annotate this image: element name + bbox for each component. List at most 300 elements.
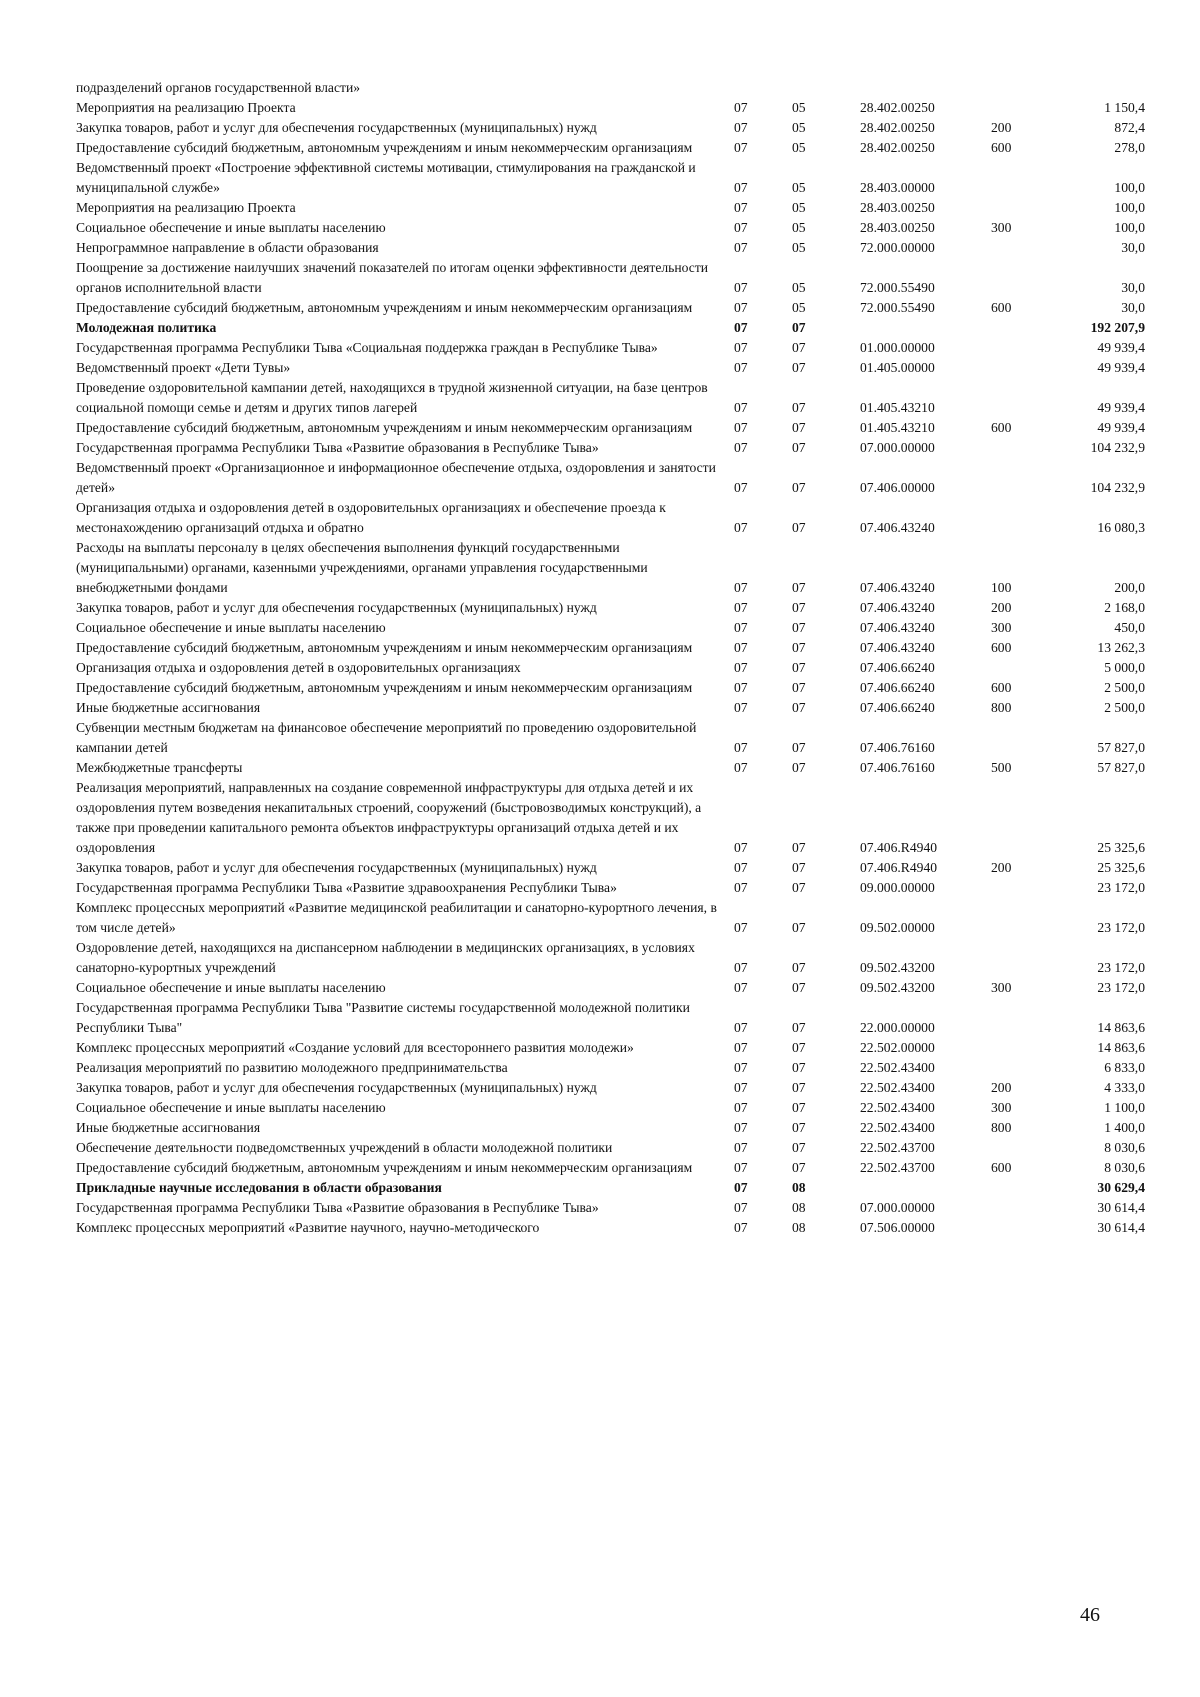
row-name: Социальное обеспечение и иные выплаты населению [76, 620, 386, 635]
subsection-code: 07 [792, 480, 806, 495]
amount: 8 030,6 [1104, 1140, 1145, 1155]
table-row [76, 358, 1149, 378]
section-code: 07 [734, 880, 748, 895]
subsection-code: 07 [792, 960, 806, 975]
amount: 450,0 [1114, 620, 1145, 635]
table-row [76, 378, 1149, 418]
subsection-code: 05 [792, 140, 806, 155]
target-article-code: 07.000.00000 [860, 1200, 935, 1215]
amount: 30,0 [1121, 280, 1145, 295]
expense-type-code: 300 [991, 1100, 1012, 1115]
target-article-code: 07.406.43240 [860, 580, 935, 595]
target-article-code: 22.502.43400 [860, 1080, 935, 1095]
target-article-code: 07.406.76160 [860, 740, 935, 755]
section-code: 07 [734, 100, 748, 115]
section-code: 07 [734, 120, 748, 135]
section-code: 07 [734, 580, 748, 595]
row-name: Оздоровление детей, находящихся на диспансерном наблюдении в медицинских организациях, в условиях санаторно-курортных учреждений [76, 940, 695, 975]
expense-type-code: 600 [991, 1160, 1012, 1175]
expense-type-code [985, 898, 1051, 938]
subsection-code: 07 [792, 1060, 806, 1075]
expense-type-code [985, 938, 1051, 978]
amount: 49 939,4 [1097, 400, 1145, 415]
subsection-code: 07 [792, 1020, 806, 1035]
target-article-code: 09.502.43200 [860, 980, 935, 995]
row-name: Предоставление субсидий бюджетным, автономным учреждениям и иным некоммерческим организациям [76, 1160, 693, 1175]
table-row [76, 1198, 1149, 1218]
section-code: 07 [734, 440, 748, 455]
subsection-code: 07 [792, 760, 806, 775]
section-code: 07 [734, 200, 748, 215]
section-code: 07 [734, 280, 748, 295]
section-code: 07 [734, 140, 748, 155]
expense-type-code [985, 1058, 1051, 1078]
section-code: 07 [734, 180, 748, 195]
subsection-code: 05 [792, 200, 806, 215]
amount: 14 863,6 [1097, 1040, 1145, 1055]
table-row [76, 698, 1149, 718]
expense-type-code [985, 458, 1051, 498]
amount: 192 207,9 [1090, 320, 1145, 335]
section-code: 07 [734, 640, 748, 655]
section-code: 07 [734, 960, 748, 975]
subsection-code: 05 [792, 100, 806, 115]
target-article-code: 07.406.76160 [860, 760, 935, 775]
row-name: Расходы на выплаты персоналу в целях обеспечения выполнения функций государственными (муниципальными) органами, казенными учреждениями, органами управления государственными внебюджетными фондами [76, 540, 648, 595]
expense-type-code [985, 1178, 1051, 1198]
target-article-code [852, 318, 985, 338]
subsection-code: 08 [792, 1200, 806, 1215]
section-code: 07 [734, 220, 748, 235]
row-name: Реализация мероприятий, направленных на создание современной инфраструктуры для отдыха детей и их оздоровления путем возведения некапитальных строений, сооружений (быстровозводимых конструкций), а также при проведении капитального ремонта объектов инфраструктуры организаций отдыха детей и их оздоровления [76, 780, 702, 855]
section-code: 07 [734, 1100, 748, 1115]
section-code [734, 78, 784, 98]
amount: 5 000,0 [1104, 660, 1145, 675]
amount: 1 150,4 [1104, 100, 1145, 115]
expense-type-code: 200 [991, 1080, 1012, 1095]
target-article-code: 22.502.43700 [860, 1160, 935, 1175]
subsection-code: 07 [792, 580, 806, 595]
expense-type-code [985, 1138, 1051, 1158]
amount: 23 172,0 [1097, 880, 1145, 895]
table-row [76, 998, 1149, 1038]
subsection-code: 07 [792, 620, 806, 635]
expense-type-code: 500 [991, 760, 1012, 775]
section-code: 07 [734, 980, 748, 995]
expense-type-code [985, 498, 1051, 538]
row-name: Социальное обеспечение и иные выплаты населению [76, 220, 386, 235]
section-code: 07 [734, 700, 748, 715]
table-row [76, 598, 1149, 618]
target-article-code: 07.406.43240 [860, 520, 935, 535]
subsection-code: 07 [792, 920, 806, 935]
subsection-code: 07 [792, 700, 806, 715]
amount: 16 080,3 [1097, 520, 1145, 535]
target-article-code: 28.403.00000 [860, 180, 935, 195]
subsection-code: 07 [792, 640, 806, 655]
target-article-code: 28.402.00250 [860, 140, 935, 155]
row-name: Предоставление субсидий бюджетным, автономным учреждениям и иным некоммерческим организациям [76, 420, 693, 435]
row-name: Социальное обеспечение и иные выплаты населению [76, 1100, 386, 1115]
section-code: 07 [734, 1020, 748, 1035]
expense-type-code [985, 658, 1051, 678]
expense-type-code: 600 [991, 640, 1012, 655]
row-name: Комплекс процессных мероприятий «Создание условий для всестороннего развития молодежи» [76, 1040, 634, 1055]
expense-type-code [985, 1198, 1051, 1218]
section-code: 07 [734, 1060, 748, 1075]
table-row [76, 1058, 1149, 1078]
section-code: 07 [734, 620, 748, 635]
amount: 23 172,0 [1097, 980, 1145, 995]
expense-type-code: 300 [991, 220, 1012, 235]
target-article-code: 07.406.66240 [860, 700, 935, 715]
target-article-code: 01.405.00000 [860, 360, 935, 375]
amount: 6 833,0 [1104, 1060, 1145, 1075]
table-row [76, 758, 1149, 778]
row-name: Мероприятия на реализацию Проекта [76, 100, 296, 115]
expense-type-code [985, 878, 1051, 898]
row-name: Государственная программа Республики Тыва «Развитие образования в Республике Тыва» [76, 1200, 599, 1215]
row-name: Закупка товаров, работ и услуг для обеспечения государственных (муниципальных) нужд [76, 860, 597, 875]
table-row [76, 1098, 1149, 1118]
row-name: Государственная программа Республики Тыва «Социальная поддержка граждан в Республике Тыва» [76, 340, 658, 355]
subsection-code: 05 [792, 180, 806, 195]
expense-type-code [985, 158, 1051, 198]
target-article-code: 09.502.00000 [860, 920, 935, 935]
table-row [76, 1218, 1149, 1238]
subsection-code: 07 [792, 520, 806, 535]
target-article-code [852, 78, 985, 98]
table-row [76, 978, 1149, 998]
target-article-code: 28.403.00250 [860, 200, 935, 215]
section-code: 07 [734, 520, 748, 535]
row-name: Поощрение за достижение наилучших значений показателей по итогам оценки эффективности деятельности органов исполнительной власти [76, 260, 709, 295]
target-article-code: 07.406.66240 [860, 660, 935, 675]
amount: 2 168,0 [1104, 600, 1145, 615]
table-row [76, 1158, 1149, 1178]
table-row [76, 718, 1149, 758]
row-name: Закупка товаров, работ и услуг для обеспечения государственных (муниципальных) нужд [76, 600, 597, 615]
row-name: Государственная программа Республики Тыва «Развитие образования в Республике Тыва» [76, 440, 599, 455]
expense-type-code [985, 778, 1051, 858]
section-code: 07 [734, 360, 748, 375]
table-row [76, 78, 1149, 98]
expense-type-code: 200 [991, 860, 1012, 875]
expense-type-code: 100 [991, 580, 1012, 595]
amount: 2 500,0 [1104, 680, 1145, 695]
row-name: Обеспечение деятельности подведомственных учреждений в области молодежной политики [76, 1140, 613, 1155]
section-code: 07 [734, 920, 748, 935]
expense-type-code: 200 [991, 600, 1012, 615]
table-row [76, 198, 1149, 218]
target-article-code: 07.406.43240 [860, 640, 935, 655]
table-row [76, 678, 1149, 698]
table-row [76, 238, 1149, 258]
target-article-code [852, 1178, 985, 1198]
table-body [76, 78, 1149, 1238]
subsection-code: 07 [792, 420, 806, 435]
amount: 23 172,0 [1097, 960, 1145, 975]
expense-type-code: 600 [991, 680, 1012, 695]
amount: 100,0 [1114, 220, 1145, 235]
amount: 25 325,6 [1097, 860, 1145, 875]
subsection-code: 07 [792, 880, 806, 895]
table-row [76, 418, 1149, 438]
amount: 104 232,9 [1090, 480, 1145, 495]
subsection-code: 05 [792, 240, 806, 255]
row-name: Социальное обеспечение и иные выплаты населению [76, 980, 386, 995]
amount [1051, 78, 1149, 98]
target-article-code: 07.406.00000 [860, 480, 935, 495]
section-code: 07 [734, 680, 748, 695]
row-name: Государственная программа Республики Тыва "Развитие системы государственной молодежной политики Республики Тыва" [76, 1000, 690, 1035]
row-name: Проведение оздоровительной кампании детей, находящихся в трудной жизненной ситуации, на базе центров социальной помощи семье и детям и других типов лагерей [76, 380, 708, 415]
row-name: Организация отдыха и оздоровления детей в оздоровительных организациях [76, 660, 521, 675]
table-row [76, 298, 1149, 318]
amount: 1 400,0 [1104, 1120, 1145, 1135]
section-code: 07 [734, 1080, 748, 1095]
subsection-code: 07 [792, 1040, 806, 1055]
subsection-code: 08 [792, 1180, 806, 1195]
section-code: 07 [734, 240, 748, 255]
amount: 104 232,9 [1090, 440, 1145, 455]
budget-table [76, 78, 1149, 1238]
table-row [76, 1038, 1149, 1058]
subsection-code: 07 [792, 1140, 806, 1155]
amount: 57 827,0 [1097, 760, 1145, 775]
table-row [76, 258, 1149, 298]
section-code: 07 [734, 1200, 748, 1215]
amount: 49 939,4 [1097, 360, 1145, 375]
row-name: Молодежная политика [76, 320, 217, 335]
target-article-code: 22.502.00000 [860, 1040, 935, 1055]
row-name: Мероприятия на реализацию Проекта [76, 200, 296, 215]
section-code: 07 [734, 660, 748, 675]
table-row [76, 338, 1149, 358]
target-article-code: 09.502.43200 [860, 960, 935, 975]
section-code: 07 [734, 600, 748, 615]
section-code: 07 [734, 1120, 748, 1135]
target-article-code: 22.502.43400 [860, 1060, 935, 1075]
target-article-code: 22.000.00000 [860, 1020, 935, 1035]
table-row [76, 858, 1149, 878]
table-row [76, 1078, 1149, 1098]
target-article-code: 01.000.00000 [860, 340, 935, 355]
target-article-code: 07.406.43240 [860, 620, 935, 635]
table-row [76, 938, 1149, 978]
table-row [76, 878, 1149, 898]
amount: 13 262,3 [1097, 640, 1145, 655]
target-article-code: 28.402.00250 [860, 100, 935, 115]
amount: 100,0 [1114, 200, 1145, 215]
expense-type-code [985, 318, 1051, 338]
subsection-code: 07 [792, 860, 806, 875]
row-name: Ведомственный проект «Дети Тувы» [76, 360, 291, 375]
section-code: 07 [734, 420, 748, 435]
amount: 8 030,6 [1104, 1160, 1145, 1175]
expense-type-code [985, 358, 1051, 378]
section-code: 07 [734, 860, 748, 875]
expense-type-code [985, 78, 1051, 98]
target-article-code: 07.406.66240 [860, 680, 935, 695]
target-article-code: 22.502.43400 [860, 1100, 935, 1115]
subsection-code: 05 [792, 120, 806, 135]
expense-type-code: 600 [991, 140, 1012, 155]
amount: 49 939,4 [1097, 340, 1145, 355]
subsection-code: 07 [792, 1120, 806, 1135]
amount: 278,0 [1114, 140, 1145, 155]
subsection-code: 05 [792, 300, 806, 315]
subsection-code: 08 [792, 1220, 806, 1235]
row-name: Организация отдыха и оздоровления детей в оздоровительных организациях и обеспечение проезда к местонахождению организаций отдыха и обратно [76, 500, 666, 535]
table-row [76, 498, 1149, 538]
target-article-code: 72.000.55490 [860, 280, 935, 295]
table-row [76, 538, 1149, 598]
subsection-code: 07 [792, 600, 806, 615]
subsection-code: 07 [792, 400, 806, 415]
amount: 872,4 [1114, 120, 1145, 135]
expense-type-code: 200 [991, 120, 1012, 135]
section-code: 07 [734, 760, 748, 775]
section-code: 07 [734, 1040, 748, 1055]
target-article-code: 09.000.00000 [860, 880, 935, 895]
target-article-code: 01.405.43210 [860, 420, 935, 435]
table-row [76, 218, 1149, 238]
table-row [76, 138, 1149, 158]
table-row [76, 778, 1149, 858]
table-row [76, 658, 1149, 678]
amount: 4 333,0 [1104, 1080, 1145, 1095]
table-row [76, 158, 1149, 198]
section-code: 07 [734, 480, 748, 495]
expense-type-code [985, 718, 1051, 758]
section-header-row [76, 1178, 1149, 1198]
table-row [76, 638, 1149, 658]
subsection-code: 07 [792, 320, 806, 335]
section-code: 07 [734, 300, 748, 315]
expense-type-code: 600 [991, 420, 1012, 435]
subsection-code: 07 [792, 1080, 806, 1095]
subsection-code: 07 [792, 840, 806, 855]
section-code: 07 [734, 840, 748, 855]
expense-type-code [985, 238, 1051, 258]
section-code: 07 [734, 320, 748, 335]
expense-type-code [985, 258, 1051, 298]
target-article-code: 22.502.43400 [860, 1120, 935, 1135]
row-name: Закупка товаров, работ и услуг для обеспечения государственных (муниципальных) нужд [76, 1080, 597, 1095]
table-row [76, 898, 1149, 938]
expense-type-code: 800 [991, 1120, 1012, 1135]
amount: 25 325,6 [1097, 840, 1145, 855]
section-code: 07 [734, 1180, 748, 1195]
target-article-code: 72.000.55490 [860, 300, 935, 315]
table-row [76, 98, 1149, 118]
amount: 30 629,4 [1097, 1180, 1145, 1195]
subsection-code: 05 [792, 280, 806, 295]
amount: 30,0 [1121, 300, 1145, 315]
amount: 49 939,4 [1097, 420, 1145, 435]
subsection-code: 07 [792, 740, 806, 755]
expense-type-code: 800 [991, 700, 1012, 715]
subsection-code [784, 78, 852, 98]
target-article-code: 07.506.00000 [860, 1220, 935, 1235]
expense-type-code [985, 438, 1051, 458]
amount: 14 863,6 [1097, 1020, 1145, 1035]
target-article-code: 72.000.00000 [860, 240, 935, 255]
subsection-code: 07 [792, 440, 806, 455]
amount: 23 172,0 [1097, 920, 1145, 935]
row-name: Закупка товаров, работ и услуг для обеспечения государственных (муниципальных) нужд [76, 120, 597, 135]
subsection-code: 07 [792, 680, 806, 695]
row-name: Межбюджетные трансферты [76, 760, 243, 775]
section-code: 07 [734, 340, 748, 355]
amount: 1 100,0 [1104, 1100, 1145, 1115]
target-article-code: 07.406.43240 [860, 600, 935, 615]
section-code: 07 [734, 740, 748, 755]
target-article-code: 22.502.43700 [860, 1140, 935, 1155]
amount: 2 500,0 [1104, 700, 1145, 715]
amount: 30 614,4 [1097, 1220, 1145, 1235]
subsection-code: 07 [792, 360, 806, 375]
row-name: Предоставление субсидий бюджетным, автономным учреждениям и иным некоммерческим организациям [76, 300, 693, 315]
target-article-code: 07.406.R4940 [860, 840, 938, 855]
subsection-code: 07 [792, 1160, 806, 1175]
amount: 57 827,0 [1097, 740, 1145, 755]
table-row [76, 1118, 1149, 1138]
row-name: Прикладные научные исследования в области образования [76, 1180, 442, 1195]
section-code: 07 [734, 1160, 748, 1175]
row-name: Комплекс процессных мероприятий «Развитие медицинской реабилитации и санаторно-курортного лечения, в том числе детей» [76, 900, 717, 935]
amount: 100,0 [1114, 180, 1145, 195]
table-row [76, 618, 1149, 638]
table-row [76, 458, 1149, 498]
subsection-code: 07 [792, 1100, 806, 1115]
row-name: подразделений органов государственной власти» [76, 80, 361, 95]
section-code: 07 [734, 1220, 748, 1235]
row-name: Субвенции местным бюджетам на финансовое обеспечение мероприятий по проведению оздоровительной кампании детей [76, 720, 697, 755]
subsection-code: 07 [792, 660, 806, 675]
section-header-row [76, 318, 1149, 338]
amount: 30 614,4 [1097, 1200, 1145, 1215]
row-name: Непрограммное направление в области образования [76, 240, 379, 255]
subsection-code: 07 [792, 340, 806, 355]
expense-type-code [985, 338, 1051, 358]
row-name: Предоставление субсидий бюджетным, автономным учреждениям и иным некоммерческим организациям [76, 680, 693, 695]
target-article-code: 01.405.43210 [860, 400, 935, 415]
expense-type-code [985, 198, 1051, 218]
expense-type-code [985, 378, 1051, 418]
target-article-code: 28.402.00250 [860, 120, 935, 135]
page-number: 46 [1080, 1604, 1100, 1626]
section-code: 07 [734, 1140, 748, 1155]
row-name: Предоставление субсидий бюджетным, автономным учреждениям и иным некоммерческим организациям [76, 640, 693, 655]
expense-type-code: 300 [991, 620, 1012, 635]
row-name: Ведомственный проект «Организационное и информационное обеспечение отдыха, оздоровления и занятости детей» [76, 460, 716, 495]
expense-type-code [985, 98, 1051, 118]
target-article-code: 07.406.R4940 [860, 860, 938, 875]
row-name: Комплекс процессных мероприятий «Развитие научного, научно-методического [76, 1220, 540, 1235]
expense-type-code [985, 1218, 1051, 1238]
amount: 30,0 [1121, 240, 1145, 255]
row-name: Предоставление субсидий бюджетным, автономным учреждениям и иным некоммерческим организациям [76, 140, 693, 155]
subsection-code: 05 [792, 220, 806, 235]
row-name: Государственная программа Республики Тыва «Развитие здравоохранения Республики Тыва» [76, 880, 617, 895]
expense-type-code: 600 [991, 300, 1012, 315]
expense-type-code: 300 [991, 980, 1012, 995]
row-name: Иные бюджетные ассигнования [76, 700, 261, 715]
table-row [76, 1138, 1149, 1158]
row-name: Ведомственный проект «Построение эффективной системы мотивации, стимулирования на гражданской и муниципальной службе» [76, 160, 696, 195]
